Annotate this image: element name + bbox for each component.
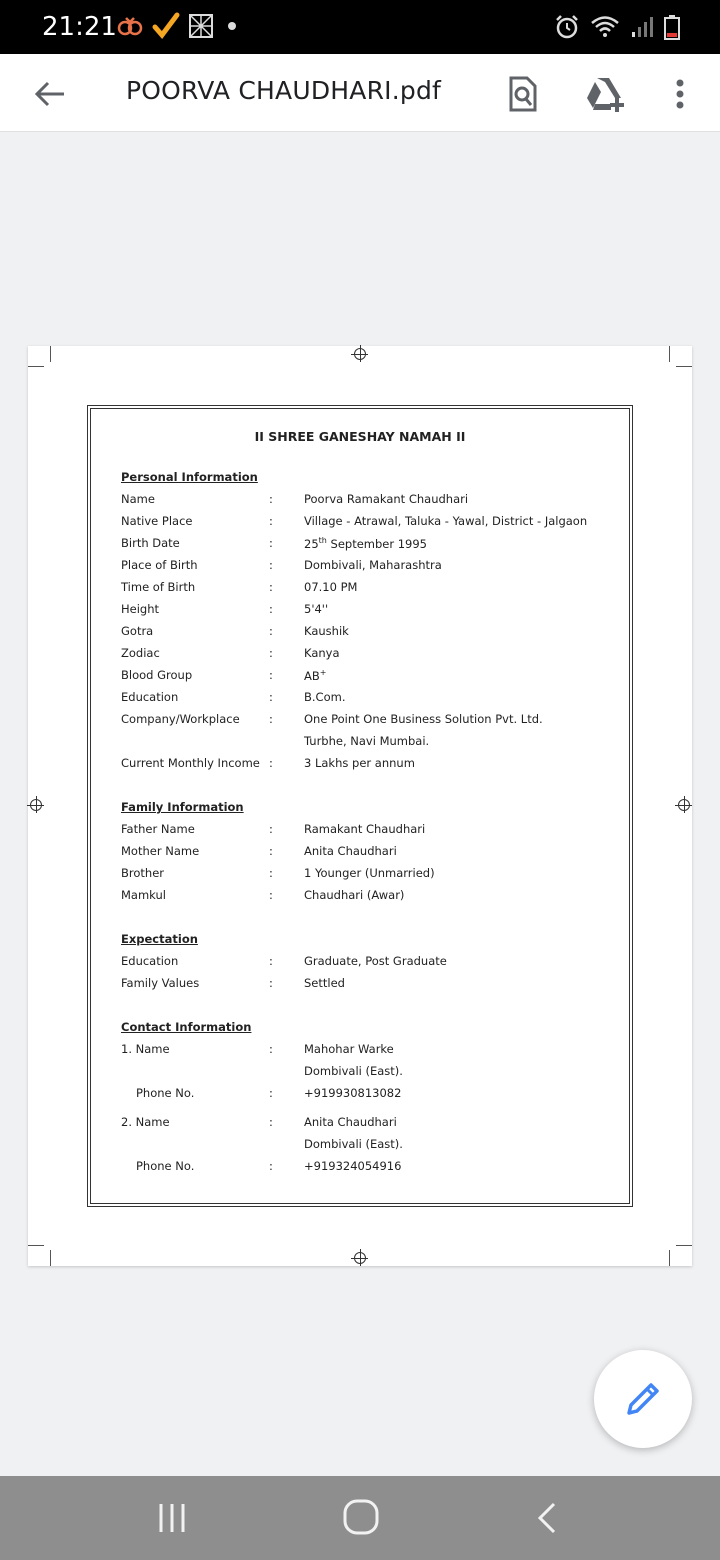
row-label: Time of Birth [121,580,196,594]
section-title: Contact Information [121,1020,252,1034]
row-value: +919324054916 [304,1159,402,1173]
row-colon: : [269,888,273,902]
row-colon: : [269,668,273,682]
row-colon: : [269,844,273,858]
info-row [121,690,621,708]
status-time: 21:21 [42,12,117,42]
info-row [121,1086,621,1104]
row-value: Anita Chaudhari [304,1115,397,1129]
row-label: Mamkul [121,888,166,902]
info-row [121,866,621,884]
nav-home-button[interactable] [342,1498,380,1536]
row-value-text: September 1995 [326,536,428,551]
signal-icon [630,15,654,39]
add-to-drive-button[interactable] [584,74,628,114]
row-label: Name [121,492,155,506]
row-colon: : [269,558,273,572]
registration-mark [354,348,366,360]
row-label: Zodiac [121,646,160,660]
row-value: Ramakant Chaudhari [304,822,426,836]
row-label: Birth Date [121,536,180,550]
row-value [304,668,326,683]
row-value: 3 Lakhs per annum [304,756,415,770]
row-label: Place of Birth [121,558,198,572]
crop-mark [50,346,51,362]
registration-mark [354,1252,366,1264]
row-colon: : [269,580,273,594]
wifi-icon [590,15,620,39]
document-content [90,408,630,1204]
row-label: 2. Name [121,1115,170,1129]
row-label: Height [121,602,160,616]
row-colon: : [269,822,273,836]
info-row [121,954,621,972]
row-label: Family Values [121,976,200,990]
more-vert-icon [675,78,685,110]
row-value: Poorva Ramakant Chaudhari [304,492,469,506]
app-notification-icon [116,12,144,40]
crop-mark [669,346,670,362]
row-colon: : [269,756,273,770]
row-label: Phone No. [136,1159,195,1173]
row-value-superscript: + [319,668,327,677]
home-icon [342,1498,380,1536]
section-title: Family Information [121,800,244,814]
row-colon: : [269,492,273,506]
app-bar [0,54,720,132]
row-label: Company/Workplace [121,712,240,726]
drive-add-icon [585,76,627,112]
row-value [304,536,427,551]
row-label: Education [121,954,179,968]
row-label: Brother [121,866,165,880]
info-row [121,558,621,576]
info-row [121,1042,621,1060]
info-row [121,646,621,664]
row-colon: : [269,690,273,704]
dot-icon [222,16,242,36]
row-value: Village - Atrawal, Taluka - Yawal, District - Jalgaon [304,514,588,528]
section-title: Expectation [121,932,198,946]
row-label: Native Place [121,514,193,528]
info-row [121,514,621,532]
info-row [121,844,621,862]
document-title: POORVA CHAUDHARI.pdf [126,76,442,105]
row-colon: : [269,1115,273,1129]
pdf-page[interactable] [28,346,692,1266]
row-colon: : [269,624,273,638]
crop-mark [676,1245,692,1246]
row-value: +919930813082 [304,1086,402,1100]
nav-back-button[interactable] [534,1500,560,1536]
row-value: Kanya [304,646,340,660]
battery-icon [664,14,680,40]
row-value-continuation: Turbhe, Navi Mumbai. [304,734,430,748]
pencil-icon [623,1379,663,1419]
row-value: Chaudhari (Awar) [304,888,405,902]
info-row [121,976,621,994]
row-value: Anita Chaudhari [304,844,397,858]
row-label: Gotra [121,624,154,638]
info-row [121,624,621,642]
row-colon: : [269,1159,273,1173]
row-colon: : [269,646,273,660]
row-colon: : [269,602,273,616]
arrow-left-icon [34,80,66,108]
row-colon: : [269,954,273,968]
row-colon: : [269,1086,273,1100]
crop-mark [50,1250,51,1266]
row-label: Education [121,690,179,704]
status-left-icons [116,12,242,40]
nav-recents-button[interactable] [156,1500,188,1536]
row-colon: : [269,1042,273,1056]
more-options-button[interactable] [664,74,696,114]
registration-mark [678,799,690,811]
row-value-text: AB [304,668,320,683]
document-border [87,405,633,1207]
row-value-continuation: Dombivali (East). [304,1064,403,1078]
row-value: Settled [304,976,345,990]
row-label: Father Name [121,822,195,836]
row-value: Graduate, Post Graduate [304,954,447,968]
find-in-page-icon [508,75,538,113]
row-value: Mahohar Warke [304,1042,394,1056]
chevron-left-icon [534,1500,560,1536]
row-label: Blood Group [121,668,193,682]
info-row [121,536,621,554]
status-bar [0,0,720,54]
info-row [121,756,621,774]
row-label: Mother Name [121,844,200,858]
row-value-continuation: Dombivali (East). [304,1137,403,1151]
info-row [121,580,621,598]
document-heading: II SHREE GANESHAY NAMAH II [254,429,466,444]
info-row [121,1115,621,1133]
row-value-text: 25 [304,536,319,551]
row-label: Current Monthly Income [121,756,260,770]
row-colon: : [269,712,273,726]
row-colon: : [269,536,273,550]
row-value: Dombivali, Maharashtra [304,558,442,572]
row-value: 5'4'' [304,602,329,616]
row-label: Phone No. [136,1086,195,1100]
registration-mark [30,799,42,811]
row-colon: : [269,514,273,528]
crop-mark [28,1245,44,1246]
status-right-icons [554,14,680,40]
edit-fab-button[interactable] [594,1350,692,1448]
row-value: 07.10 PM [304,580,358,594]
info-row [121,602,621,620]
system-nav-bar [0,1476,720,1560]
row-value: Kaushik [304,624,349,638]
check-icon [152,12,180,40]
back-button[interactable] [30,76,70,112]
search-in-document-button[interactable] [505,74,541,114]
crop-mark [669,1250,670,1266]
crop-mark [28,366,44,367]
row-colon: : [269,976,273,990]
row-value: One Point One Business Solution Pvt. Ltd. [304,712,543,726]
row-value-superscript: th [318,536,327,545]
info-row [121,822,621,840]
recents-icon [156,1500,188,1536]
gallery-icon [188,13,214,39]
crop-mark [676,366,692,367]
row-label: 1. Name [121,1042,170,1056]
info-row [121,1159,621,1177]
info-row [121,492,621,510]
info-row [121,888,621,906]
info-row [121,668,621,686]
section-title: Personal Information [121,470,258,484]
row-value: 1 Younger (Unmarried) [304,866,435,880]
row-value: B.Com. [304,690,346,704]
row-colon: : [269,866,273,880]
info-row [121,712,621,730]
alarm-icon [554,14,580,40]
